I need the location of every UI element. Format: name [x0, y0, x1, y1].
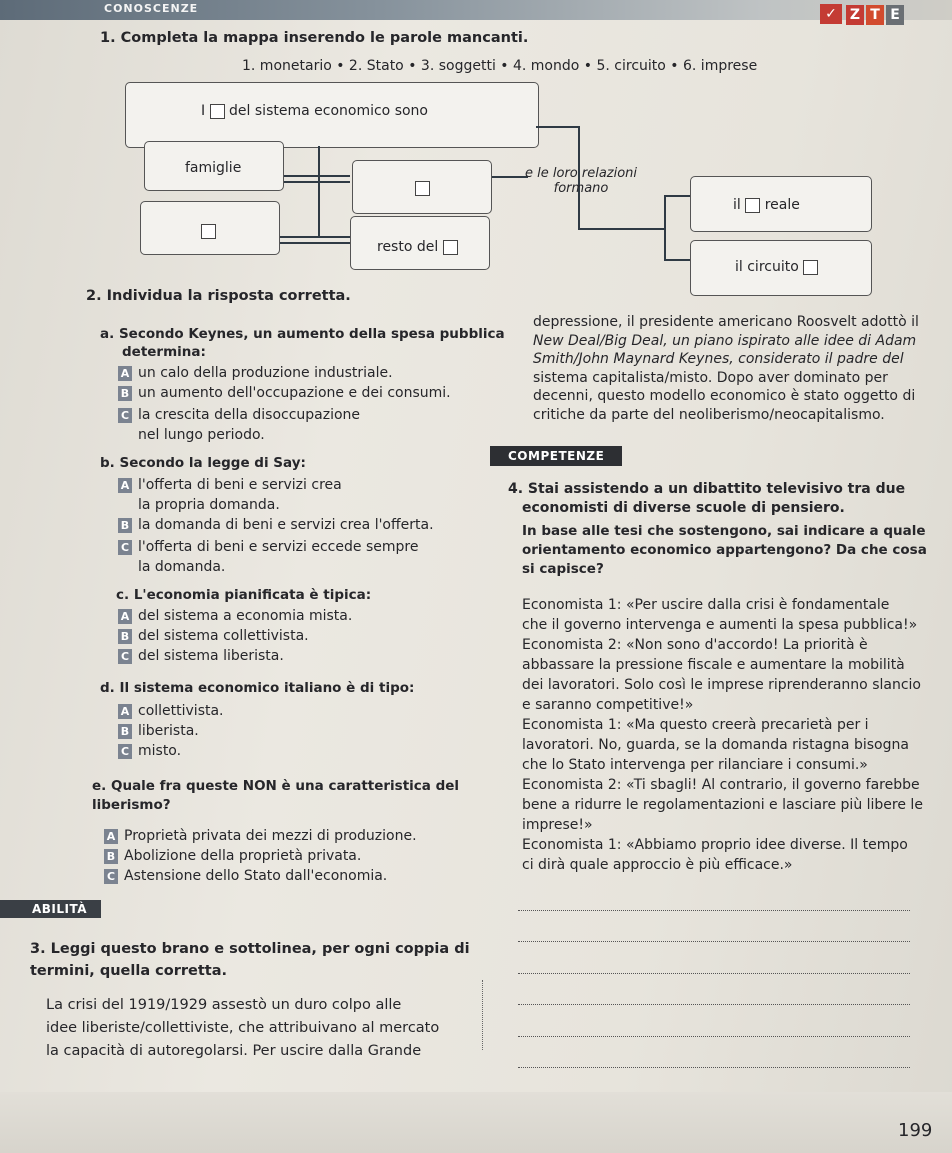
page-number: 199 — [898, 1120, 933, 1141]
option-a-a[interactable]: A un calo della produzione industriale. — [118, 365, 393, 381]
dialogue: Economista 1: «Per uscire dalla crisi è fondamentale che il governo intervenga e aumenti la spesa pubblica!» Economista 2: «Non sono d'accordo! La priorità è abbassare la pressione fiscale e aumentare la mobilità dei lavoratori. Solo così le imprese riprenderanno slancio e saranno competitive!» Economista 1: «Ma questo creerà precarietà per i lavoratori. No, guarda, se la domanda ristagna bisogna che lo Stato intervenga per rilanciare i consumi.» Economista 2: «Ti sbagli! Al contrario, il governo farebbe bene a ridurre le regolamentazioni e lasciare più libere le imprese!» Economista 1: «Abbiamo proprio idee diverse. Il tempo ci dirà quale approccio è più efficace.» — [522, 597, 923, 873]
option-b-c[interactable]: C l'offerta di beni e servizi eccede sempre la domanda. — [118, 537, 418, 577]
map-connector — [536, 126, 580, 128]
map-box-famiglie — [144, 141, 284, 191]
section-tag-abilita: ABILITÀ — [0, 900, 101, 918]
blank-5[interactable] — [745, 198, 760, 213]
map-arrow — [280, 236, 350, 238]
answer-line[interactable] — [518, 1036, 910, 1037]
exercise-3-text: La crisi del 1919/1929 assestò un duro colpo alle idee liberiste/collettiviste, che attribuivano al mercato la capacità di autoregolarsi. Per uscire dalla Grande — [46, 997, 440, 1059]
answer-line[interactable] — [518, 1004, 910, 1005]
question-c: c. L'economia pianificata è tipica: — [116, 587, 372, 603]
option-b-a[interactable]: A l'offerta di beni e servizi crea la propria domanda. — [118, 475, 342, 515]
map-arrow — [280, 175, 350, 177]
map-famiglie-label: famiglie — [185, 160, 242, 176]
word-list: 1. monetario • 2. Stato • 3. soggetti • 4. mondo • 5. circuito • 6. imprese — [242, 58, 758, 74]
map-resto-label: resto del — [377, 239, 458, 255]
option-d-c[interactable]: C misto. — [118, 743, 181, 759]
map-reale-label: il reale — [733, 197, 800, 213]
exercise-1-title: 1. Completa la mappa inserendo le parole mancanti. — [100, 30, 529, 46]
option-a-b[interactable]: B un aumento dell'occupazione e dei consumi. — [118, 385, 451, 401]
badge-e: E — [886, 5, 904, 25]
blank-4[interactable] — [443, 240, 458, 255]
badge-z: Z — [846, 5, 864, 25]
blank-1[interactable] — [210, 104, 225, 119]
option-c-c[interactable]: C del sistema liberista. — [118, 648, 284, 664]
exercise-4-title: 4. Stai assistendo a un dibattito televisivo tra due economisti di diverse scuole di pensiero. — [508, 481, 906, 516]
dotted-divider — [482, 980, 483, 1050]
map-top-text: I del sistema economico sono — [201, 103, 428, 119]
badge-t: T — [866, 5, 884, 25]
exercise-4-instructions: In base alle tesi che sostengono, sai indicare a quale orientamento economico appartengono? Da che cosa si capisce? — [522, 523, 927, 577]
map-relations-label: e le loro relazioni formano — [525, 166, 638, 196]
answer-line[interactable] — [518, 941, 910, 942]
map-box-resto — [350, 216, 490, 270]
map-box-blank-left — [140, 201, 280, 255]
answer-line[interactable] — [518, 910, 910, 911]
option-e-a[interactable]: A Proprietà privata dei mezzi di produzione. — [104, 828, 417, 844]
question-e: e. Quale fra queste NON è una caratteristica del liberismo? — [92, 778, 460, 813]
option-c-a[interactable]: A del sistema a economia mista. — [118, 608, 352, 624]
map-arrow — [280, 181, 350, 183]
map-connector — [578, 228, 666, 230]
section-header-label: CONOSCENZE — [104, 2, 199, 15]
blank-2[interactable] — [415, 181, 430, 196]
blank-6[interactable] — [803, 260, 818, 275]
checkmark-icon: ✓ — [820, 4, 842, 24]
exercise-3-title: 3. Leggi questo brano e sottolinea, per ogni coppia di termini, quella corretta. — [30, 941, 470, 979]
map-box-reale — [690, 176, 872, 232]
option-c-b[interactable]: B del sistema collettivista. — [118, 628, 309, 644]
question-a: a. Secondo Keynes, un aumento della spesa pubblica determina: — [100, 326, 505, 360]
section-tag-competenze: COMPETENZE — [490, 446, 622, 466]
map-box-blank — [352, 160, 492, 214]
option-d-b[interactable]: B liberista. — [118, 723, 199, 739]
map-box-circuito — [690, 240, 872, 296]
map-circuito-label: il circuito — [735, 259, 818, 275]
question-b: b. Secondo la legge di Say: — [100, 455, 306, 471]
map-arrow — [280, 242, 350, 244]
option-b-b[interactable]: B la domanda di beni e servizi crea l'offerta. — [118, 517, 434, 533]
answer-line[interactable] — [518, 973, 910, 974]
answer-line[interactable] — [518, 1067, 910, 1068]
page-footer — [0, 1092, 952, 1153]
map-connector — [664, 259, 690, 261]
exercise-2-title: 2. Individua la risposta corretta. — [86, 288, 351, 304]
map-connector — [490, 176, 528, 178]
continued-text: depressione, il presidente americano Roosvelt adottò il New Deal/Big Deal, un piano ispirato alle idee di Adam Smith/John Maynard Keynes, considerato il padre del sistema capitalista/misto. Dopo aver dominato per decenni, questo modello economico è stato oggetto di critiche da parte del neoliberismo/neocapitalismo. — [533, 314, 919, 423]
option-a-c[interactable]: C la crescita della disoccupazione nel lungo periodo. — [118, 405, 360, 445]
question-d: d. Il sistema economico italiano è di tipo: — [100, 680, 415, 696]
map-connector — [318, 146, 320, 238]
map-connector — [664, 195, 690, 197]
map-connector — [664, 195, 666, 261]
option-e-c[interactable]: C Astensione dello Stato dall'economia. — [104, 868, 387, 884]
blank-3[interactable] — [201, 224, 216, 239]
map-box-top — [125, 82, 539, 148]
option-e-b[interactable]: B Abolizione della proprietà privata. — [104, 848, 361, 864]
option-d-a[interactable]: A collettivista. — [118, 703, 224, 719]
